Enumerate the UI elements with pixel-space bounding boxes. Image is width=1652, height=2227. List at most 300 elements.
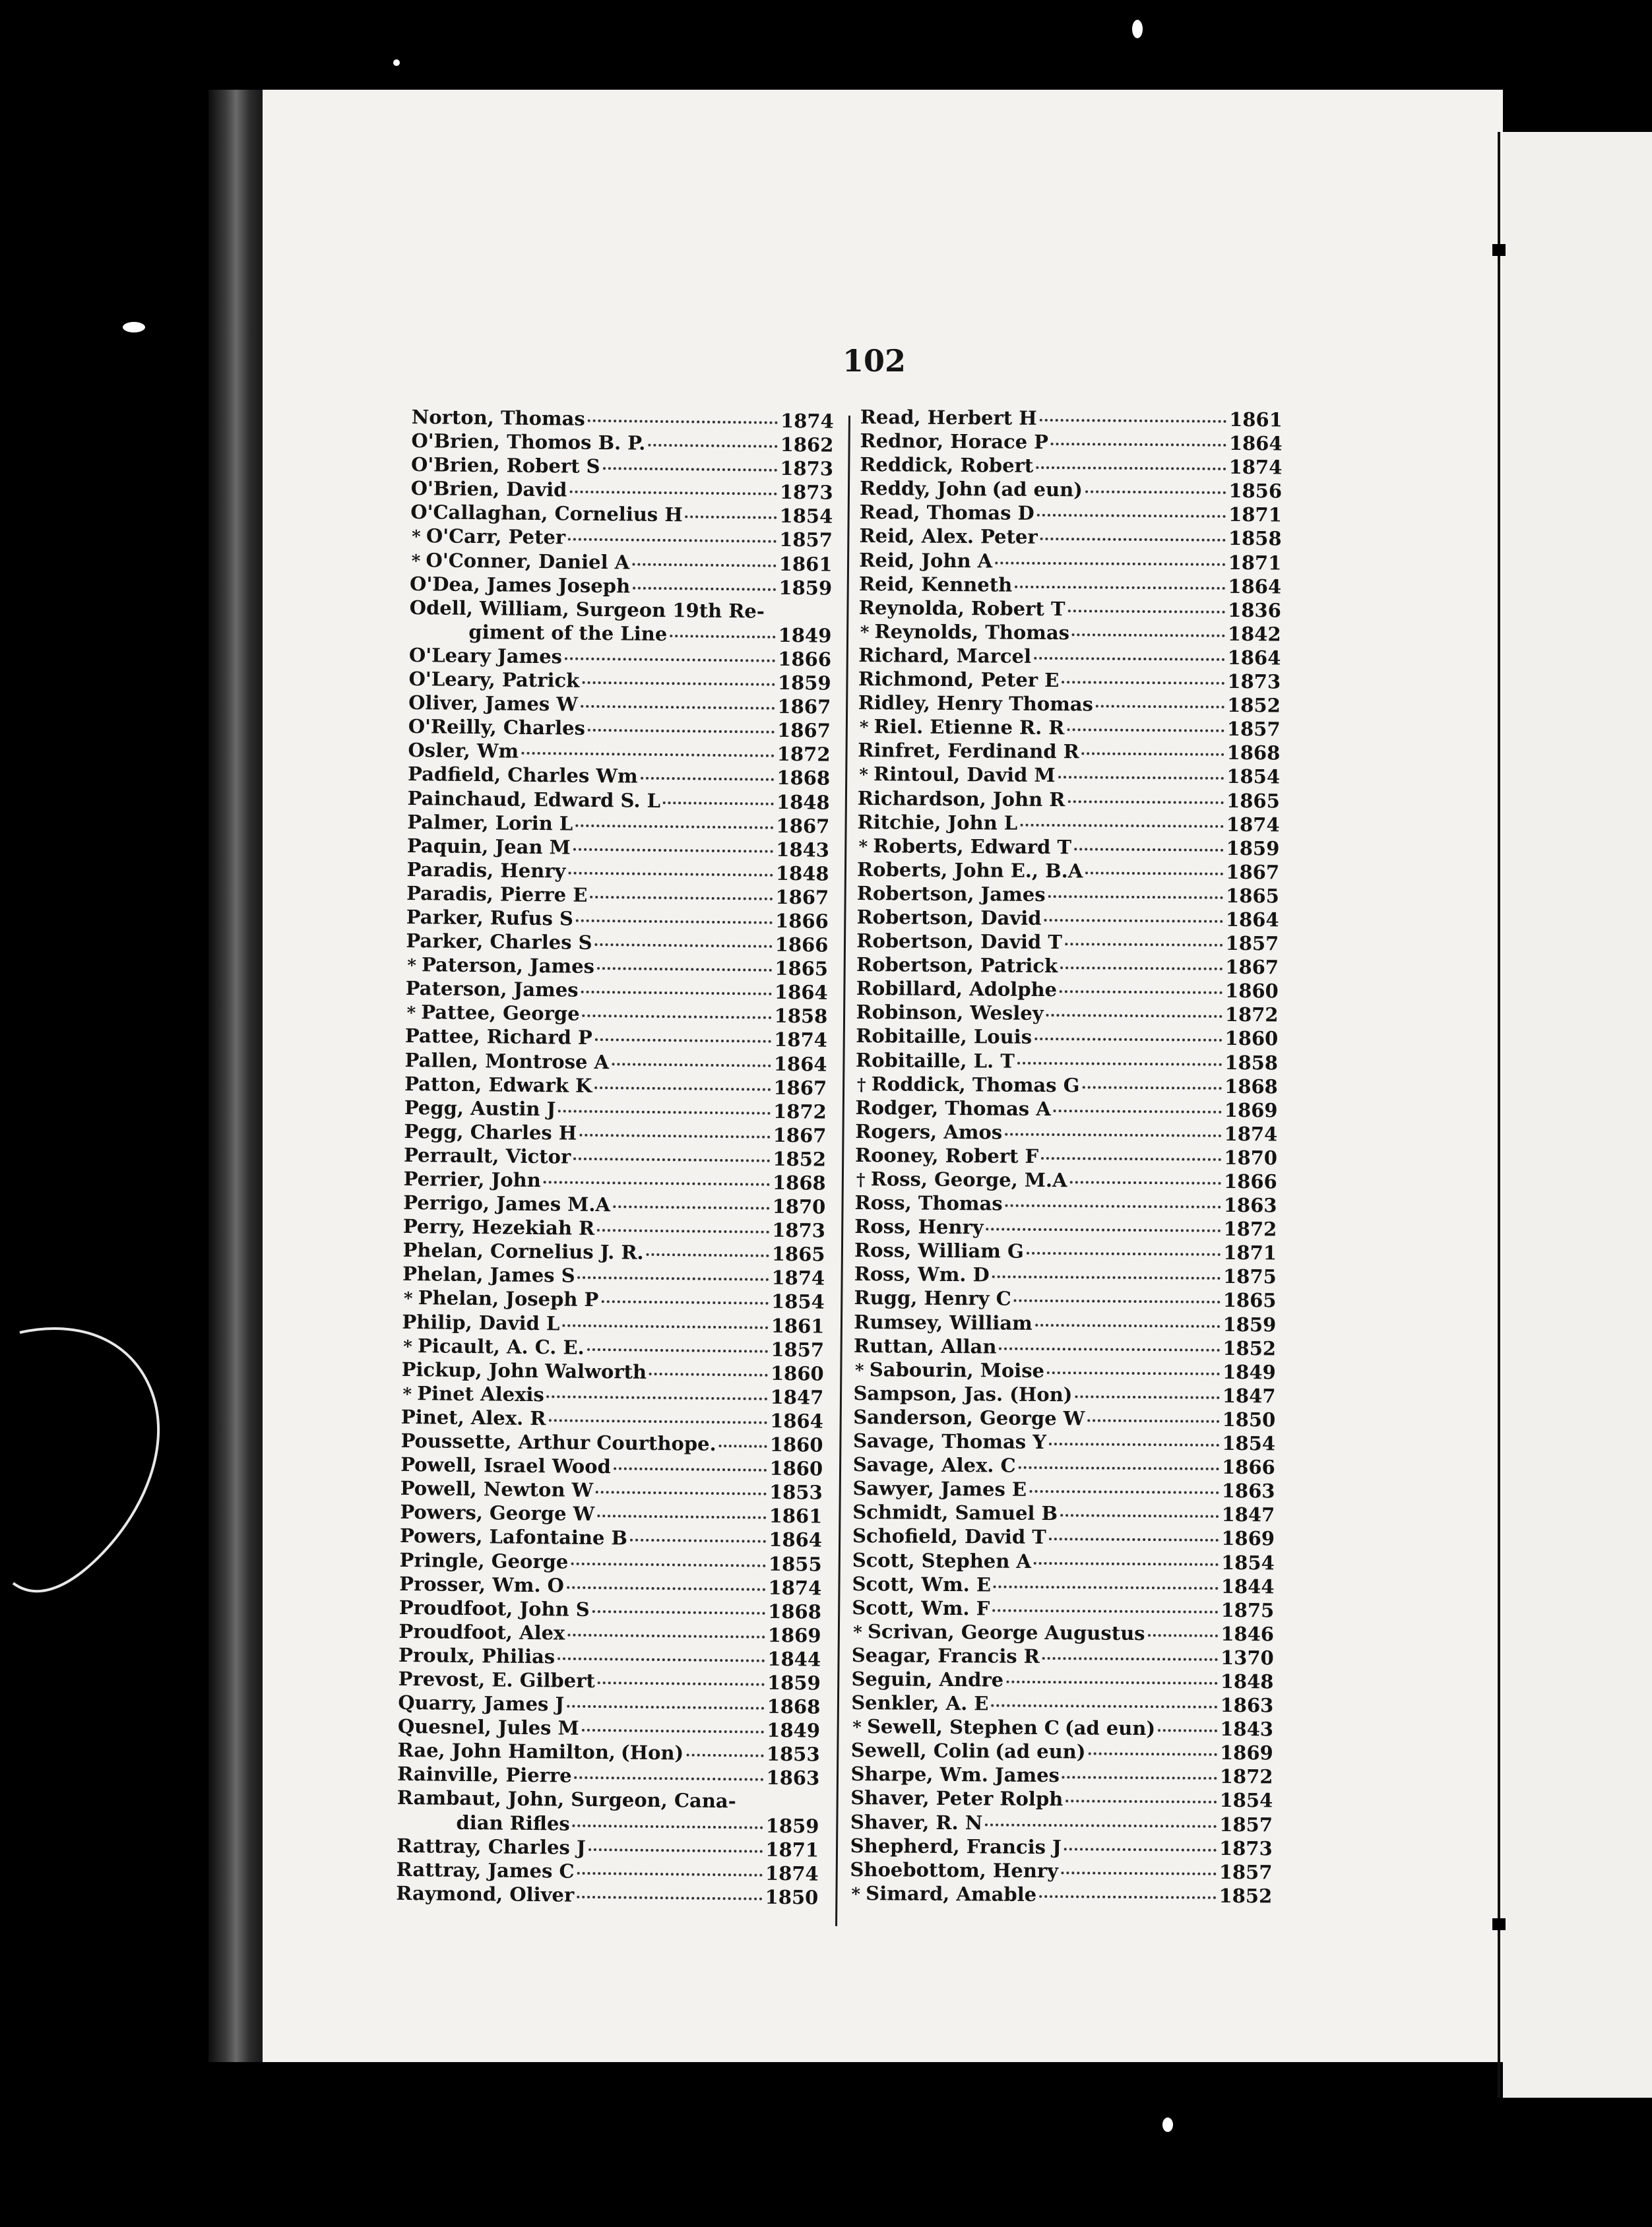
dot-leader (992, 1276, 1221, 1280)
entry-name: Rintoul, David M (873, 763, 1056, 787)
directory-entry (858, 619, 1281, 646)
entry-year: 1871 (1228, 551, 1282, 575)
dot-leader (999, 1347, 1220, 1351)
entry-year: 1864 (1228, 431, 1283, 455)
entry-name: Phelan, Joseph P (418, 1286, 599, 1311)
dot-leader (1067, 610, 1225, 613)
dot-leader (558, 1110, 771, 1114)
entry-name: Richard, Marcel (858, 643, 1032, 668)
entry-year: 1861 (1229, 408, 1283, 431)
entry-name: Sewell, Colin (850, 1739, 990, 1763)
entry-year: 1863 (1221, 1480, 1275, 1503)
entry-year: 1867 (773, 1123, 827, 1147)
entry-name: Reddy, John (859, 477, 987, 501)
dot-leader (1049, 1538, 1219, 1542)
entry-name: O'Conner, Daniel A (426, 548, 630, 574)
entry-name: Patton, Edwark K (404, 1072, 592, 1097)
entry-year: 1873 (772, 1218, 826, 1242)
entry-name: Palmer, Lorin L (407, 810, 573, 835)
entry-name: Powers, Lafontaine B (399, 1524, 628, 1550)
right-name-column (850, 405, 1283, 1908)
directory-entry (858, 667, 1281, 694)
directory-entry (854, 1286, 1276, 1313)
dot-leader (573, 848, 774, 852)
dot-leader (1061, 1871, 1217, 1875)
entry-name: Schmidt, Samuel B (852, 1501, 1058, 1525)
entry-year: 1867 (777, 695, 831, 718)
dot-leader (601, 1301, 769, 1305)
entry-year: 1865 (775, 957, 829, 980)
entry-name: Sewell, Stephen C (866, 1715, 1060, 1740)
dot-leader (1015, 585, 1225, 589)
entry-name: Picault, A. C. E. (417, 1334, 585, 1359)
dot-leader (578, 1276, 769, 1281)
entry-year: 1862 (780, 433, 834, 456)
entry-year: 1869 (1219, 1741, 1273, 1765)
directory-entry (860, 453, 1282, 480)
entry-year: 1861 (771, 1314, 825, 1338)
dot-leader (582, 681, 775, 686)
directory-entry (853, 1453, 1275, 1480)
dot-leader (1085, 491, 1226, 494)
entry-year: 1864 (1228, 575, 1282, 598)
directory-entry (857, 881, 1279, 908)
dot-leader (1042, 1657, 1218, 1661)
dot-leader (1070, 1181, 1222, 1185)
entry-name: Robitaille, Louis (856, 1024, 1032, 1049)
entry-name: Ross, William G (854, 1239, 1024, 1263)
entry-name: Pegg, Austin J (404, 1096, 556, 1121)
entry-mark: * (859, 765, 868, 786)
entry-name: Pallen, Montrose A (404, 1048, 610, 1073)
entry-name: Richardson, John R (857, 786, 1065, 811)
entry-year: 1842 (1227, 622, 1281, 646)
directory-entry (850, 1881, 1272, 1908)
entry-name: Pattee, George (421, 1001, 580, 1026)
entry-name: Rooney, Robert F (854, 1143, 1039, 1168)
entry-name: Robertson, James (856, 881, 1046, 906)
entry-name: Rednor, Horace P (860, 429, 1049, 454)
entry-note: (Hon) (620, 1741, 684, 1765)
dot-leader (612, 1063, 771, 1067)
dot-leader (583, 1015, 772, 1019)
entry-name: Powell, Newton W (400, 1477, 594, 1502)
entry-year: 1860 (1224, 1027, 1279, 1050)
entry-name: Ritchie, John L (857, 810, 1018, 834)
entry-year: 1864 (1227, 646, 1281, 670)
entry-name: Powell, Israel Wood (400, 1453, 612, 1478)
entry-note: (ad eun) (995, 1740, 1086, 1763)
entry-year: 1858 (774, 1005, 828, 1028)
directory-entry (858, 691, 1281, 718)
directory-entry (854, 1334, 1276, 1361)
entry-year: 1858 (1228, 527, 1282, 550)
entry-year: 1871 (765, 1838, 819, 1862)
directory-entry (851, 1714, 1273, 1741)
entry-year: 1873 (1227, 670, 1281, 693)
directory-entry (852, 1548, 1275, 1575)
dot-leader (1037, 514, 1226, 518)
dot-leader (568, 871, 773, 876)
entry-year: 1370 (1220, 1646, 1274, 1670)
directory-entry (850, 1786, 1273, 1813)
directory-entry (854, 1214, 1277, 1241)
entry-name: Sampson, Jas. (Hon) (853, 1381, 1073, 1406)
entry-year: 1867 (776, 814, 830, 838)
entry-name: Shoebottom, Henry (850, 1858, 1059, 1882)
entry-year: 1859 (777, 671, 831, 695)
directory-entry (850, 1858, 1272, 1885)
entry-year: 1866 (778, 647, 832, 671)
entry-note: (ad eun) (1064, 1716, 1156, 1740)
entry-year: 1850 (1222, 1408, 1276, 1431)
entry-year: 1872 (1223, 1218, 1277, 1241)
dot-leader (567, 1586, 766, 1590)
entry-year: 1866 (1223, 1170, 1277, 1193)
entry-name: Seguin, Andre (851, 1667, 1004, 1691)
dot-leader (588, 729, 775, 734)
entry-mark: * (407, 956, 417, 976)
dot-leader (995, 561, 1225, 565)
entry-year: 1857 (771, 1338, 825, 1362)
entry-name: Robertson, Patrick (856, 953, 1058, 978)
scan-speck (393, 59, 400, 66)
entry-year: 1865 (1223, 1289, 1277, 1312)
entry-mark: * (403, 1336, 413, 1357)
entry-name: Osler, Wm (408, 739, 519, 763)
directory-entry (858, 738, 1280, 765)
entry-name: Paquin, Jean M (406, 834, 571, 859)
entry-mark: * (860, 622, 870, 643)
entry-name: O'Leary James (408, 643, 563, 668)
dot-leader (595, 1038, 771, 1043)
entry-year: 1860 (769, 1457, 823, 1480)
dot-leader (1089, 1753, 1217, 1756)
entry-year: 1868 (777, 767, 831, 790)
entry-year: 1875 (1223, 1265, 1277, 1288)
dot-leader (649, 1373, 768, 1377)
dot-leader (641, 777, 775, 781)
entry-name: Ross, Thomas (854, 1191, 1003, 1215)
dot-leader (592, 1610, 765, 1615)
dot-leader (573, 1158, 770, 1162)
dot-leader (1006, 1681, 1218, 1685)
dot-leader (597, 967, 772, 972)
dot-leader (576, 920, 773, 924)
dot-leader (1014, 1300, 1221, 1303)
entry-year: 1868 (1226, 741, 1281, 765)
entry-note: (ad eun) (992, 478, 1083, 501)
entry-name: Richmond, Peter E (858, 668, 1060, 692)
entry-name: Paradis, Henry (406, 858, 566, 883)
entry-year: 1856 (1228, 480, 1283, 503)
dot-leader (1075, 1395, 1219, 1399)
dot-leader (571, 1562, 766, 1567)
entry-year: 1870 (772, 1195, 826, 1218)
dot-leader (1039, 1895, 1216, 1899)
entry-name: Sabourin, Moise (869, 1358, 1045, 1382)
entry-name: Proulx, Philias (398, 1643, 556, 1668)
dot-leader (1005, 1133, 1221, 1137)
entry-year: 1857 (1226, 718, 1281, 741)
entry-year: 1863 (766, 1767, 820, 1790)
dot-leader (719, 1445, 767, 1448)
dot-leader (1051, 443, 1226, 447)
directory-entry (860, 429, 1282, 456)
dot-leader (1060, 966, 1223, 970)
entry-year: 1872 (773, 1100, 827, 1123)
entry-mark: * (854, 1360, 864, 1381)
entry-year: 1860 (1224, 980, 1279, 1003)
entry-name: Read, Herbert H (860, 406, 1037, 429)
entry-name: Roddick, Thomas G (871, 1072, 1080, 1096)
entry-name: O'Reilly, Charles (408, 715, 586, 739)
directory-entry (850, 1809, 1273, 1836)
directory-entry (850, 1762, 1273, 1789)
entry-name: Sanderson, George W (853, 1405, 1085, 1430)
entry-year: 1859 (767, 1671, 821, 1695)
dot-leader (663, 801, 774, 805)
dot-leader (1062, 1776, 1217, 1780)
entry-name: Pinet, Alex. R (400, 1405, 546, 1430)
entry-name: Ross, Henry (854, 1215, 984, 1239)
directory-entry (853, 1381, 1275, 1408)
entry-year: 1854 (1221, 1551, 1275, 1574)
entry-year: 1864 (1225, 908, 1279, 931)
entry-year: 1868 (772, 1171, 826, 1195)
entry-name: Sawyer, James E (852, 1477, 1027, 1501)
entry-name: Powers, George W (400, 1501, 595, 1526)
directory-entry (859, 524, 1281, 551)
directory-entry (860, 405, 1283, 432)
entry-name: Pringle, George (399, 1548, 569, 1573)
dot-leader (1034, 1561, 1219, 1565)
dot-leader (1049, 1443, 1219, 1447)
dot-leader (548, 1419, 767, 1424)
entry-year: 1857 (1219, 1813, 1273, 1836)
entry-name: Proudfoot, Alex (398, 1619, 565, 1645)
dot-leader (1041, 1157, 1221, 1161)
entry-year: 1872 (1224, 1003, 1279, 1026)
directory-entry (852, 1596, 1274, 1623)
entry-name: Riel. Etienne R. R (874, 715, 1065, 739)
entry-year: 1847 (770, 1385, 824, 1409)
entry-mark: * (411, 527, 421, 548)
directory-entry (855, 1167, 1277, 1194)
directory-entry (854, 1238, 1277, 1265)
entry-name: O'Brien, Robert S (410, 453, 600, 478)
entry-year: 1854 (771, 1290, 825, 1314)
dot-leader (562, 1324, 768, 1329)
entry-name: Poussette, Arthur Courthope. (400, 1429, 716, 1455)
entry-name: Pinet Alexis (417, 1382, 544, 1406)
page-number: 102 (842, 343, 906, 379)
dot-leader (577, 1871, 763, 1876)
dot-leader (1019, 1466, 1219, 1470)
entry-year: 1852 (1219, 1884, 1273, 1908)
entry-year: 1867 (773, 1076, 827, 1100)
directory-entry (860, 500, 1282, 527)
entry-year: 1869 (1221, 1527, 1275, 1550)
entry-year: 1866 (775, 909, 829, 933)
dot-leader (603, 467, 778, 472)
entry-year: 1868 (767, 1600, 822, 1623)
entry-name: Rattray, James C (396, 1858, 575, 1883)
entry-year: 1859 (778, 576, 833, 600)
entry-year: 1843 (1220, 1718, 1274, 1741)
directory-entry (856, 1072, 1278, 1099)
entry-mark: * (853, 1622, 862, 1643)
entry-name: Raymond, Oliver (396, 1881, 575, 1906)
entry-year: 1873 (780, 457, 834, 480)
scan-speck (1132, 20, 1143, 38)
dot-leader (1082, 753, 1224, 757)
dot-leader (1067, 800, 1224, 804)
dot-leader (1029, 1490, 1219, 1494)
entry-name: Robinson, Wesley (856, 1001, 1044, 1025)
entry-name: Quesnel, Jules M (397, 1715, 579, 1740)
entry-year: 1868 (767, 1695, 821, 1718)
directory-entry (859, 572, 1281, 599)
entry-name: Rugg, Henry C (854, 1286, 1011, 1311)
directory-entry (854, 1310, 1276, 1337)
entry-name: Simard, Amable (866, 1881, 1037, 1906)
fold-mark (1492, 244, 1506, 256)
dot-leader (573, 1824, 763, 1829)
entry-year: 1859 (1226, 836, 1280, 860)
dot-leader (575, 824, 773, 829)
fold-mark (1492, 1918, 1506, 1930)
entry-year: 1860 (769, 1433, 823, 1457)
dot-leader (567, 1633, 765, 1638)
entry-year: 1874 (780, 409, 834, 433)
dot-leader (648, 444, 777, 448)
directory-entry (857, 858, 1279, 885)
entry-mark: * (406, 1003, 416, 1024)
entry-year: 1869 (1224, 1098, 1278, 1122)
dot-leader (986, 1228, 1221, 1232)
dot-leader (632, 563, 777, 567)
dot-leader (577, 1896, 762, 1900)
directory-entry (852, 1476, 1275, 1503)
entry-mark: † (856, 1170, 866, 1191)
dot-leader (1058, 776, 1224, 780)
directory-entry (853, 1429, 1275, 1456)
directory-entry (850, 1834, 1273, 1861)
entry-year: 1874 (1226, 813, 1280, 836)
entry-name: Reid, Alex. Peter (859, 524, 1038, 549)
dot-leader (588, 420, 778, 424)
book-spine (208, 90, 264, 2062)
entry-year: 1865 (1226, 789, 1280, 812)
directory-entry (859, 596, 1281, 623)
dot-leader (1034, 657, 1225, 661)
entry-year: 1850 (765, 1885, 819, 1909)
entry-name: Rambaut, John, Surgeon, Cana- (397, 1786, 736, 1813)
entry-year: 1852 (773, 1147, 827, 1171)
dot-leader (1054, 1110, 1222, 1114)
dot-leader (598, 1681, 765, 1686)
entry-name: Roberts, John E., B.A (856, 858, 1083, 883)
dot-leader (1047, 1371, 1220, 1375)
entry-name: giment of the Line (468, 620, 668, 645)
entry-name: Painchaud, Edward S. L (407, 786, 661, 812)
entry-name: Proudfoot, John S (398, 1596, 590, 1621)
dot-leader (587, 1348, 769, 1353)
directory-entry (856, 976, 1279, 1003)
directory-entry (852, 1524, 1275, 1551)
dot-leader (1082, 1086, 1222, 1089)
entry-name: Robertson, David T (856, 929, 1063, 954)
directory-entry (854, 1358, 1276, 1385)
entry-name: Rodger, Thomas A (855, 1096, 1051, 1120)
entry-year: 1867 (1226, 860, 1280, 884)
entry-name: Reid, Kenneth (858, 572, 1013, 596)
entry-name: Schofield, David T (852, 1524, 1046, 1549)
dot-leader (1060, 1514, 1219, 1518)
entry-year: 1873 (1219, 1836, 1273, 1860)
entry-name: Scott, Wm. F (852, 1596, 990, 1620)
directory-entry (851, 1667, 1273, 1694)
entry-name: Pegg, Charles H (404, 1119, 577, 1145)
page-fold-line (1498, 132, 1500, 2098)
dot-leader (588, 1848, 763, 1853)
entry-name: Shaver, R. N (850, 1810, 983, 1834)
entry-year: 1852 (1223, 1336, 1277, 1360)
entry-mark: * (402, 1384, 412, 1404)
dot-leader (1040, 538, 1226, 542)
dot-leader (1036, 466, 1226, 470)
entry-name: Scott, Stephen A (852, 1548, 1032, 1573)
entry-name: Rogers, Amos (855, 1119, 1003, 1144)
directory-entry (856, 1048, 1278, 1075)
entry-name: Shaver, Peter Rolph (850, 1786, 1064, 1811)
directory-entry (855, 1119, 1277, 1146)
entry-name: Roberts, Edward T (873, 834, 1072, 858)
left-name-column (396, 405, 834, 1909)
entry-year: 1854 (1222, 1431, 1276, 1455)
entry-year: 1854 (1226, 765, 1281, 788)
dot-leader (1005, 1205, 1221, 1208)
entry-year: 1863 (1223, 1193, 1277, 1217)
dot-leader (1062, 681, 1224, 685)
dot-leader (633, 586, 776, 590)
directory-entry (852, 1500, 1275, 1527)
dot-leader (597, 1515, 766, 1519)
dot-leader (1027, 1252, 1221, 1256)
directory-entry (857, 834, 1279, 861)
entry-year: 1853 (769, 1480, 823, 1504)
entry-year: 1864 (770, 1409, 824, 1433)
scan-speck (1162, 2117, 1173, 2132)
dot-leader (1148, 1634, 1219, 1637)
entry-year: 1861 (769, 1505, 823, 1528)
entry-name: O'Carr, Peter (426, 524, 566, 549)
facing-page-edge (1503, 132, 1652, 2098)
entry-name: Reddick, Robert (860, 453, 1034, 478)
entry-name: dian Rifles (456, 1811, 570, 1835)
dot-leader (647, 1253, 769, 1257)
entry-year: 1866 (1221, 1455, 1275, 1479)
directory-entry (851, 1691, 1273, 1718)
entry-year: 1852 (1226, 694, 1281, 717)
entry-name: O'Brien, Thomos B. P. (411, 429, 646, 455)
entry-year: 1857 (1219, 1860, 1273, 1884)
entry-name: Sharpe, Wm. James (850, 1763, 1060, 1787)
entry-year: 1864 (769, 1528, 823, 1552)
entry-name: Paradis, Pierre E (406, 881, 588, 906)
entry-name: Phelan, Cornelius J. R. (402, 1239, 644, 1265)
